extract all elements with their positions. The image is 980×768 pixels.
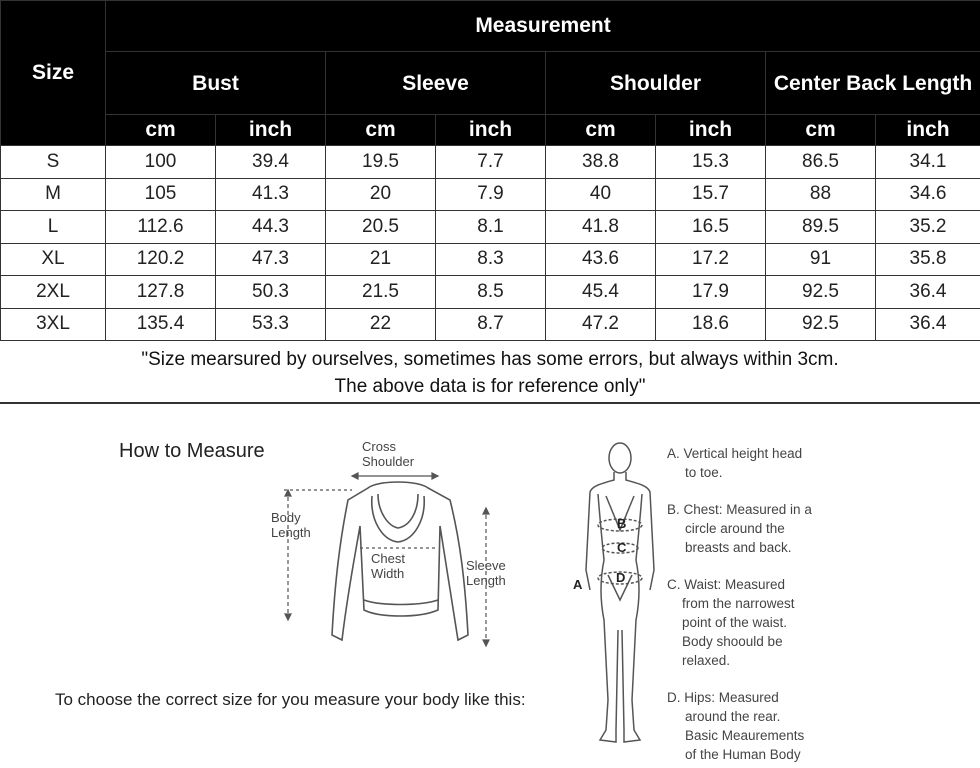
- garment-diagram: [260, 430, 530, 660]
- description-d: D. Hips: Measured around the rear. Basic Meaurements of the Human Body: [667, 688, 804, 764]
- human-body-icon: [560, 430, 670, 763]
- value-cell: 17.9: [656, 276, 766, 309]
- table-row: [1, 178, 980, 211]
- value-cell: 127.8: [106, 276, 216, 309]
- measurement-header: Measurement: [106, 1, 980, 52]
- value-cell: 100: [106, 146, 216, 179]
- unit-header-cm: cm: [326, 115, 436, 146]
- size-header: Size: [1, 1, 106, 146]
- value-cell: 21: [326, 243, 436, 276]
- description-a: A. Vertical height head to toe.: [667, 444, 802, 482]
- body-length-label: Body Length: [271, 510, 311, 540]
- marker-b: B: [617, 516, 626, 531]
- size-cell: XL: [1, 243, 106, 276]
- table-row: [1, 243, 980, 276]
- value-cell: 8.1: [436, 211, 546, 244]
- value-cell: 38.8: [546, 146, 656, 179]
- shoulder-header: Shoulder: [546, 52, 766, 115]
- value-cell: 19.5: [326, 146, 436, 179]
- value-cell: 53.3: [216, 308, 326, 341]
- measure-instruction: To choose the correct size for you measure your body like this:: [55, 690, 526, 710]
- cross-shoulder-label: Cross Shoulder: [362, 439, 414, 469]
- center-back-length-header: Center Back Length: [766, 52, 980, 115]
- unit-header-inch: inch: [876, 115, 980, 146]
- value-cell: 7.7: [436, 146, 546, 179]
- value-cell: 7.9: [436, 178, 546, 211]
- value-cell: 47.2: [546, 308, 656, 341]
- value-cell: 135.4: [106, 308, 216, 341]
- value-cell: 88: [766, 178, 876, 211]
- disclaimer-line-2: The above data is for reference only": [0, 373, 980, 400]
- value-cell: 21.5: [326, 276, 436, 309]
- unit-header-inch: inch: [656, 115, 766, 146]
- value-cell: 35.8: [876, 243, 980, 276]
- value-cell: 8.7: [436, 308, 546, 341]
- value-cell: 17.2: [656, 243, 766, 276]
- value-cell: 34.6: [876, 178, 980, 211]
- size-cell: 3XL: [1, 308, 106, 341]
- value-cell: 41.3: [216, 178, 326, 211]
- sleeve-header: Sleeve: [326, 52, 546, 115]
- chest-width-label: Chest Width: [371, 551, 405, 581]
- value-cell: 35.2: [876, 211, 980, 244]
- table-row: [1, 308, 980, 341]
- value-cell: 36.4: [876, 276, 980, 309]
- value-cell: 43.6: [546, 243, 656, 276]
- value-cell: 45.4: [546, 276, 656, 309]
- value-cell: 39.4: [216, 146, 326, 179]
- value-cell: 40: [546, 178, 656, 211]
- value-cell: 86.5: [766, 146, 876, 179]
- description-b: B. Chest: Measured in a circle around the breasts and back.: [667, 500, 812, 557]
- value-cell: 92.5: [766, 308, 876, 341]
- value-cell: 120.2: [106, 243, 216, 276]
- unit-header-inch: inch: [216, 115, 326, 146]
- disclaimer-note: [0, 346, 980, 400]
- value-cell: 105: [106, 178, 216, 211]
- value-cell: 92.5: [766, 276, 876, 309]
- size-cell: 2XL: [1, 276, 106, 309]
- marker-d: D: [616, 570, 625, 585]
- table-row: [1, 276, 980, 309]
- marker-a: A: [573, 577, 582, 592]
- value-cell: 16.5: [656, 211, 766, 244]
- unit-header-inch: inch: [436, 115, 546, 146]
- value-cell: 41.8: [546, 211, 656, 244]
- value-cell: 8.3: [436, 243, 546, 276]
- value-cell: 89.5: [766, 211, 876, 244]
- marker-c: C: [617, 540, 626, 555]
- table-row: [1, 146, 980, 179]
- value-cell: 15.7: [656, 178, 766, 211]
- sleeve-length-label: Sleeve Length: [466, 558, 506, 588]
- size-chart-table: [0, 0, 980, 341]
- value-cell: 22: [326, 308, 436, 341]
- value-cell: 18.6: [656, 308, 766, 341]
- value-cell: 47.3: [216, 243, 326, 276]
- size-cell: M: [1, 178, 106, 211]
- disclaimer-line-1: "Size mearsured by ourselves, sometimes has some errors, but always within 3cm.: [0, 346, 980, 373]
- value-cell: 50.3: [216, 276, 326, 309]
- value-cell: 91: [766, 243, 876, 276]
- value-cell: 112.6: [106, 211, 216, 244]
- bust-header: Bust: [106, 52, 326, 115]
- table-row: [1, 211, 980, 244]
- value-cell: 8.5: [436, 276, 546, 309]
- value-cell: 20.5: [326, 211, 436, 244]
- unit-header-cm: cm: [106, 115, 216, 146]
- section-divider: [0, 402, 980, 404]
- body-measurement-figure: [560, 430, 670, 763]
- value-cell: 15.3: [656, 146, 766, 179]
- value-cell: 34.1: [876, 146, 980, 179]
- value-cell: 20: [326, 178, 436, 211]
- size-cell: L: [1, 211, 106, 244]
- how-to-measure-title: How to Measure: [119, 440, 265, 463]
- value-cell: 44.3: [216, 211, 326, 244]
- value-cell: 36.4: [876, 308, 980, 341]
- unit-header-cm: cm: [766, 115, 876, 146]
- size-cell: S: [1, 146, 106, 179]
- unit-header-cm: cm: [546, 115, 656, 146]
- description-c: C. Waist: Measured from the narrowest point of the waist. Body shoould be relaxed.: [667, 575, 795, 670]
